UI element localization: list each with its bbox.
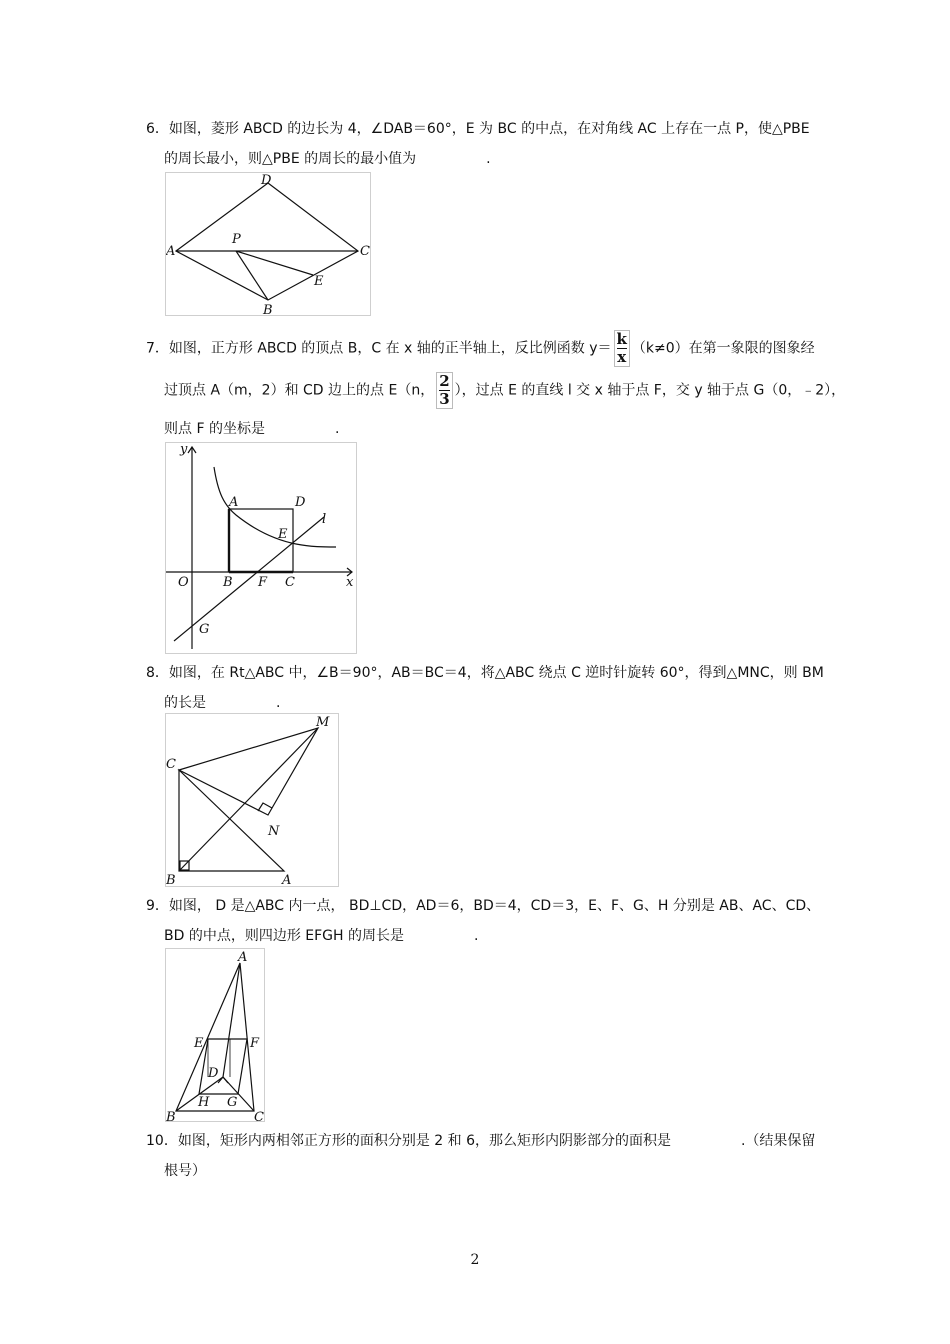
- page-number: 2: [470, 1252, 480, 1268]
- right-angle-mark-n: [258, 803, 272, 811]
- figure-q8-rotation: [165, 713, 339, 887]
- fraction-numerator: 2: [439, 372, 450, 390]
- label-b: B: [263, 303, 273, 315]
- q7-line2-text-a: 过顶点 A（m，2）和 CD 边上的点 E（n，: [164, 382, 435, 399]
- label-d: D: [208, 1066, 219, 1081]
- label-a: A: [238, 950, 248, 965]
- label-d: D: [261, 173, 272, 188]
- label-g: G: [227, 1095, 238, 1110]
- figure-q6-rhombus: [165, 172, 371, 316]
- q8-line1: 8．如图，在 Rt△ABC 中，∠B＝90°，AB＝BC＝4，将△ABC 绕点 C 逆时针旋转 60°，得到△MNC，则 BM: [146, 665, 824, 681]
- label-e: E: [194, 1036, 204, 1051]
- q7-line1: [146, 330, 815, 367]
- label-m: M: [316, 715, 330, 730]
- q7-line1-text-a: 7．如图，正方形 ABCD 的顶点 B，C 在 x 轴的正半轴上，反比例函数 y＝: [146, 340, 612, 357]
- q10-line2: 根号）: [164, 1163, 206, 1179]
- q6-line1: 6．如图，菱形 ABCD 的边长为 4，∠DAB＝60°，E 为 BC 的中点，在对角线 AC 上存在一点 P，使△PBE: [146, 121, 810, 137]
- label-h: H: [198, 1095, 210, 1110]
- label-b: B: [166, 873, 176, 886]
- segment-ad: [223, 963, 240, 1077]
- triangle-abc: [179, 770, 284, 871]
- label-a: A: [166, 244, 176, 259]
- fraction-denominator: x: [617, 348, 627, 366]
- segment-pb: [236, 251, 268, 300]
- label-e: E: [314, 274, 324, 289]
- label-l: l: [322, 512, 327, 527]
- fraction-2-over-3: [436, 372, 452, 409]
- label-d: D: [295, 495, 306, 510]
- label-o: O: [178, 575, 189, 590]
- label-b: B: [223, 575, 233, 590]
- label-e: E: [278, 527, 288, 542]
- q9-line2: BD 的中点，则四边形 EFGH 的周长是 .: [164, 928, 479, 944]
- q10-line1: 10．如图，矩形内两相邻正方形的面积分别是 2 和 6，那么矩形内阴影部分的面积是 .（结果保留: [146, 1133, 816, 1149]
- label-f: F: [258, 575, 268, 590]
- fraction-denominator: 3: [439, 390, 450, 408]
- rhombus-abcd: [176, 183, 358, 300]
- q7-line2-text-b: ），过点 E 的直线 l 交 x 轴于点 F，交 y 轴于点 G（0，﹣2），: [454, 382, 846, 399]
- label-a: A: [229, 495, 239, 510]
- q7-line3: 则点 F 的坐标是 .: [164, 421, 340, 437]
- figure-q7-coordinate: [165, 442, 357, 654]
- segment-pe: [236, 251, 313, 275]
- q7-line2: [164, 372, 845, 409]
- triangle-mnc: [179, 728, 318, 815]
- q7-line1-text-b: （k≠0）在第一象限的图象经: [631, 340, 815, 357]
- quadrilateral-efgh: [199, 1039, 247, 1094]
- label-f: F: [250, 1036, 260, 1051]
- line-l: [174, 517, 324, 641]
- q9-line1: 9．如图， D 是△ABC 内一点， BD⊥CD，AD＝6，BD＝4，CD＝3，E、F、G、H 分别是 AB、AC、CD、: [146, 898, 821, 914]
- label-b: B: [166, 1110, 176, 1121]
- label-a: A: [282, 873, 292, 886]
- q8-line2: 的长是 .: [164, 695, 281, 711]
- label-g: G: [199, 622, 210, 637]
- label-c: C: [360, 244, 370, 259]
- label-n: N: [268, 824, 280, 839]
- label-y: y: [180, 443, 188, 457]
- q6-line2: 的周长最小，则△PBE 的周长的最小值为 .: [164, 151, 491, 167]
- label-p: P: [232, 232, 241, 247]
- fraction-numerator: k: [616, 330, 627, 348]
- fraction-k-over-x: [614, 330, 630, 367]
- label-c: C: [254, 1110, 264, 1121]
- triangle-abc: [176, 963, 254, 1111]
- label-c: C: [166, 757, 176, 772]
- label-c: C: [285, 575, 295, 590]
- label-x: x: [346, 575, 354, 590]
- figure-q9-quadrilateral: [165, 948, 265, 1122]
